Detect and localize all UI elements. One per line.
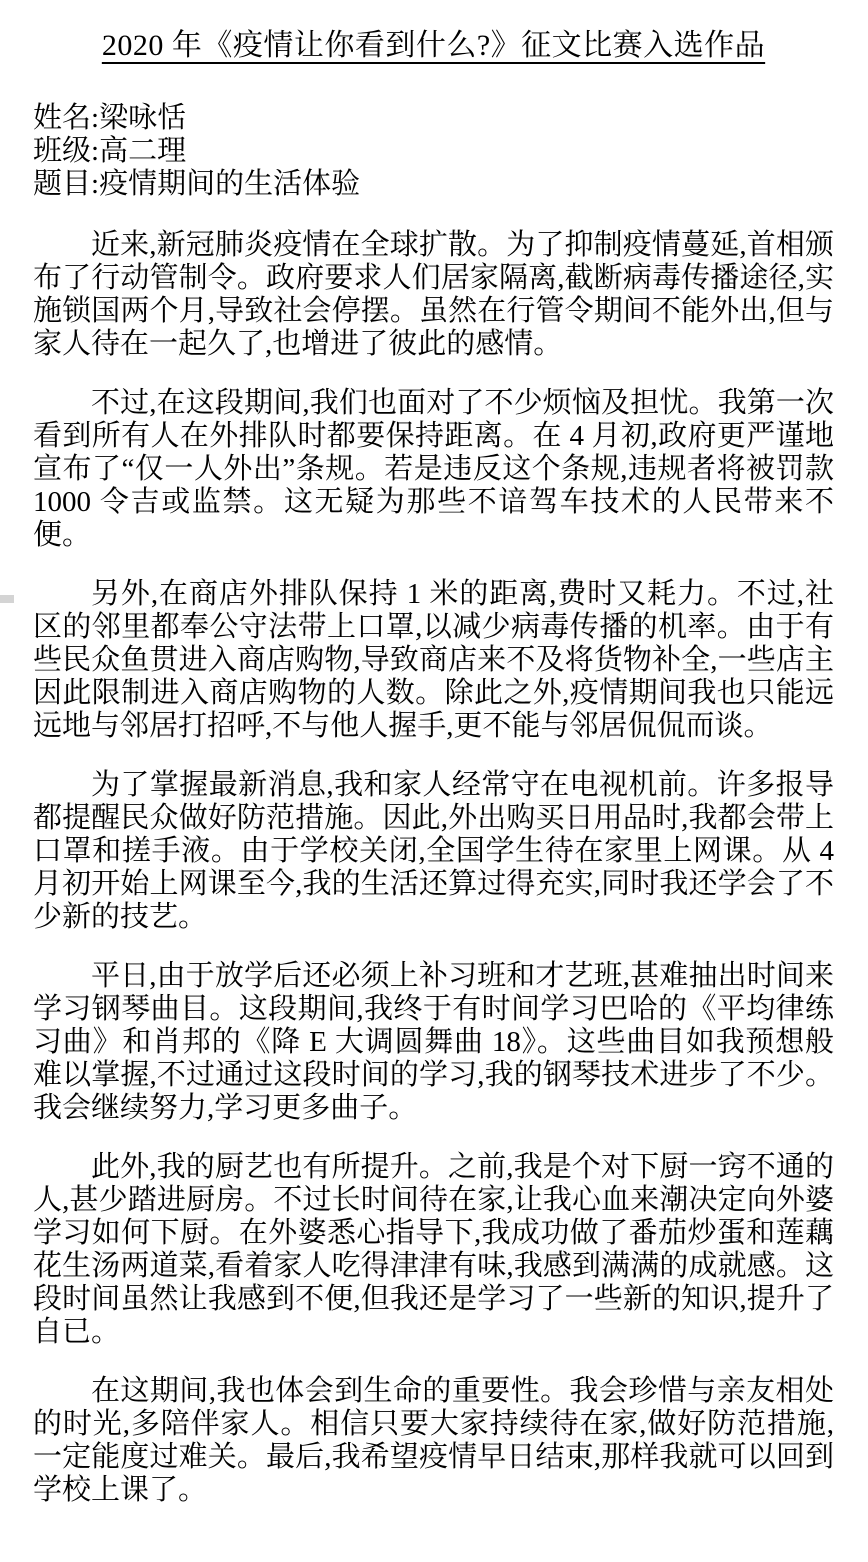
essay-paragraph-3: 另外,在商店外排队保持 1 米的距离,费时又耗力。不过,社区的邻里都奉公守法带上口罩,以减少病毒传播的机率。由于有些民众鱼贯进入商店购物,导致商店来不及将货物补全,一些店主因此限制进入商店购物的人数。除此之外,疫情期间我也只能远远地与邻居打招呼,不与他人握手,更不能与邻居侃侃而谈。: [33, 578, 834, 742]
meta-label-class: 班级:: [33, 135, 100, 167]
meta-line-topic: [33, 168, 834, 201]
essay-body: [33, 229, 834, 1507]
essay-paragraph-4: 为了掌握最新消息,我和家人经常守在电视机前。许多报导都提醒民众做好防范措施。因此,外出购买日用品时,我都会带上口罩和搓手液。由于学校关闭,全国学生待在家里上网课。从 4 月初开始上网课至今,我的生活还算过得充实,同时我还学会了不少新的技艺。: [33, 769, 834, 933]
essay-paragraph-6: 此外,我的厨艺也有所提升。之前,我是个对下厨一窍不通的人,甚少踏进厨房。不过长时间待在家,让我心血来潮决定向外婆学习如何下厨。在外婆悉心指导下,我成功做了番茄炒蛋和莲藕花生汤两道菜,看着家人吃得津津有味,我感到满满的成就感。这段时间虽然让我感到不便,但我还是学习了一些新的知识,提升了自已。: [33, 1151, 834, 1348]
meta-line-name: [33, 102, 834, 135]
meta-value-topic: 疫情期间的生活体验: [99, 168, 361, 200]
meta-value-class: 高二理: [99, 135, 187, 167]
meta-value-name: 梁咏恬: [99, 102, 187, 134]
essay-paragraph-5: 平日,由于放学后还必须上补习班和才艺班,甚难抽出时间来学习钢琴曲目。这段期间,我终于有时间学习巴哈的《平均律练习曲》和肖邦的《降 E 大调圆舞曲 18》。这些曲目如我预想般难以掌握,不过通过这段时间的学习,我的钢琴技术进步了不少。我会继续努力,学习更多曲子。: [33, 960, 834, 1124]
document-title: 2020 年《疫情让你看到什么?》征文比赛入选作品: [101, 29, 766, 62]
meta-block: [33, 102, 834, 201]
essay-paragraph-2: 不过,在这段期间,我们也面对了不少烦恼及担忧。我第一次看到所有人在外排队时都要保持距离。在 4 月初,政府更严谨地宣布了“仅一人外出”条规。若是违反这个条规,违规者将被罚款 1000 令吉或监禁。这无疑为那些不谙驾车技术的人民带来不便。: [33, 387, 834, 551]
essay-paragraph-1: 近来,新冠肺炎疫情在全球扩散。为了抑制疫情蔓延,首相颁布了行动管制令。政府要求人们居家隔离,截断病毒传播途径,实施锁国两个月,导致社会停摆。虽然在行管令期间不能外出,但与家人待在一起久了,也增进了彼此的感情。: [33, 229, 834, 360]
meta-line-class: [33, 135, 834, 168]
scan-artifact: [0, 595, 14, 603]
meta-label-topic: 题目:: [33, 168, 100, 200]
meta-label-name: 姓名:: [33, 102, 100, 134]
essay-paragraph-7: 在这期间,我也体会到生命的重要性。我会珍惜与亲友相处的时光,多陪伴家人。相信只要大家持续待在家,做好防范措施,一定能度过难关。最后,我希望疫情早日结束,那样我就可以回到学校上课了。: [33, 1375, 834, 1506]
